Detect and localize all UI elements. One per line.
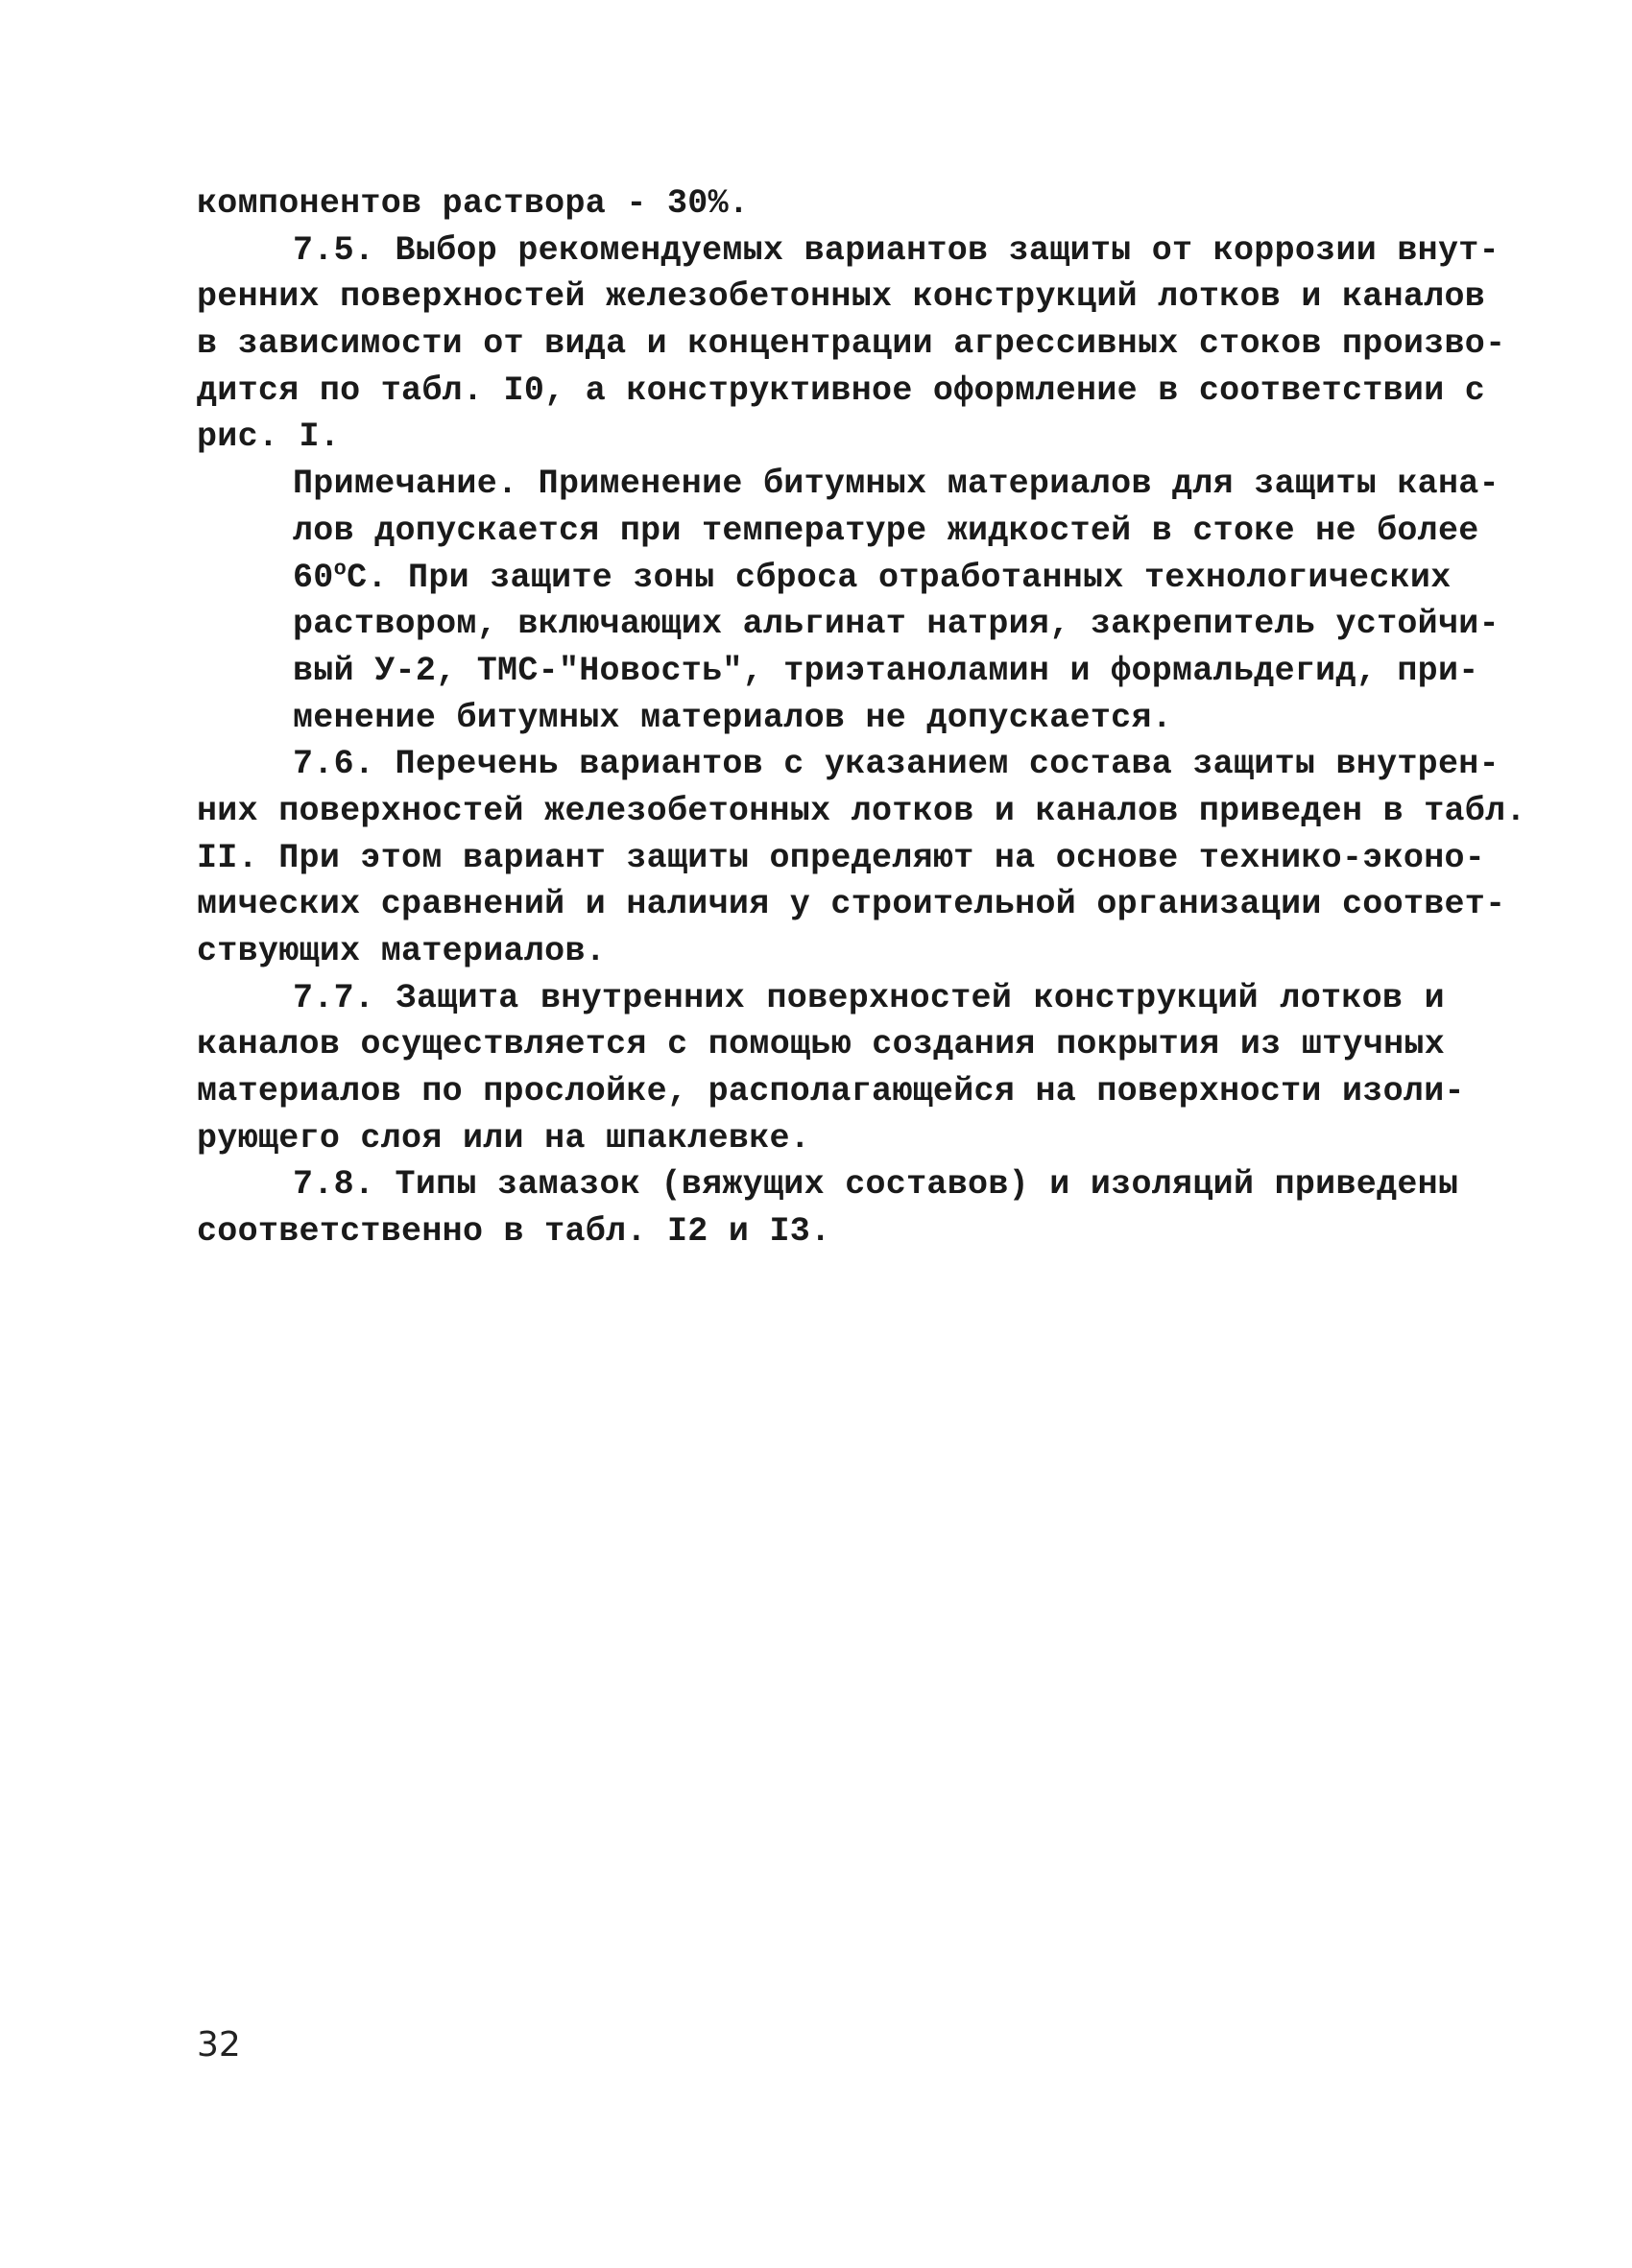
text-line: каналов осуществляется с помощью создания покрытия из штучных (197, 1025, 1445, 1064)
note-line: раствором, включающих альгинат натрия, закрепитель устойчи- (293, 605, 1500, 644)
paragraph-7-7-line-1: 7.7. Защита внутренних поверхностей конструкций лотков и (293, 978, 1445, 1017)
body-text (197, 180, 1526, 1255)
text-line: них поверхностей железобетонных лотков и каналов приведен в табл. (197, 791, 1526, 830)
text-line: рующего слоя или на шпаклевке. (197, 1118, 811, 1158)
note-line: лов допускается при температуре жидкостей в стоке не более (293, 511, 1479, 550)
text-line: мических сравнений и наличия у строительной организации соответ- (197, 885, 1506, 924)
paragraph-7-6-line-1: 7.6. Перечень вариантов с указанием состава защиты внутрен- (293, 745, 1500, 784)
note-line: менение битумных материалов не допускается. (293, 698, 1173, 737)
text-line: II. При этом вариант защиты определяют на основе технико-эконо- (197, 838, 1486, 877)
text-line: компонентов раствора - 30%. (197, 184, 750, 223)
text-line: соответственно в табл. I2 и I3. (197, 1212, 831, 1252)
note-line: вый У-2, ТМС-"Новость", триэтаноламин и формальдегид, при- (293, 651, 1479, 690)
degree-mark: о (333, 556, 348, 581)
page-number: 32 (197, 2025, 241, 2065)
temperature-value: 60 (293, 558, 334, 597)
paragraph-7-5-line-1: 7.5. Выбор рекомендуемых вариантов защиты от коррозии внут- (293, 230, 1500, 270)
text-line: дится по табл. I0, а конструктивное оформление в соответствии с (197, 370, 1486, 410)
note-line: Примечание. Применение битумных материалов для защиты кана- (293, 465, 1500, 504)
text-line: рис. I. (197, 418, 341, 457)
text-line: в зависимости от вида и концентрации агрессивных стоков произво- (197, 324, 1506, 364)
text-line: ренних поверхностей железобетонных конструкций лотков и каналов (197, 277, 1486, 317)
text-line: материалов по прослойке, располагающейся на поверхности изоли- (197, 1072, 1465, 1111)
text-line: ствующих материалов. (197, 932, 607, 970)
temperature-rest: С. При защите зоны сброса отработанных технологических (347, 558, 1452, 597)
paragraph-7-8-line-1: 7.8. Типы замазок (вяжущих составов) и изоляций приведены (293, 1165, 1459, 1205)
note-line-temperature (293, 555, 1452, 602)
